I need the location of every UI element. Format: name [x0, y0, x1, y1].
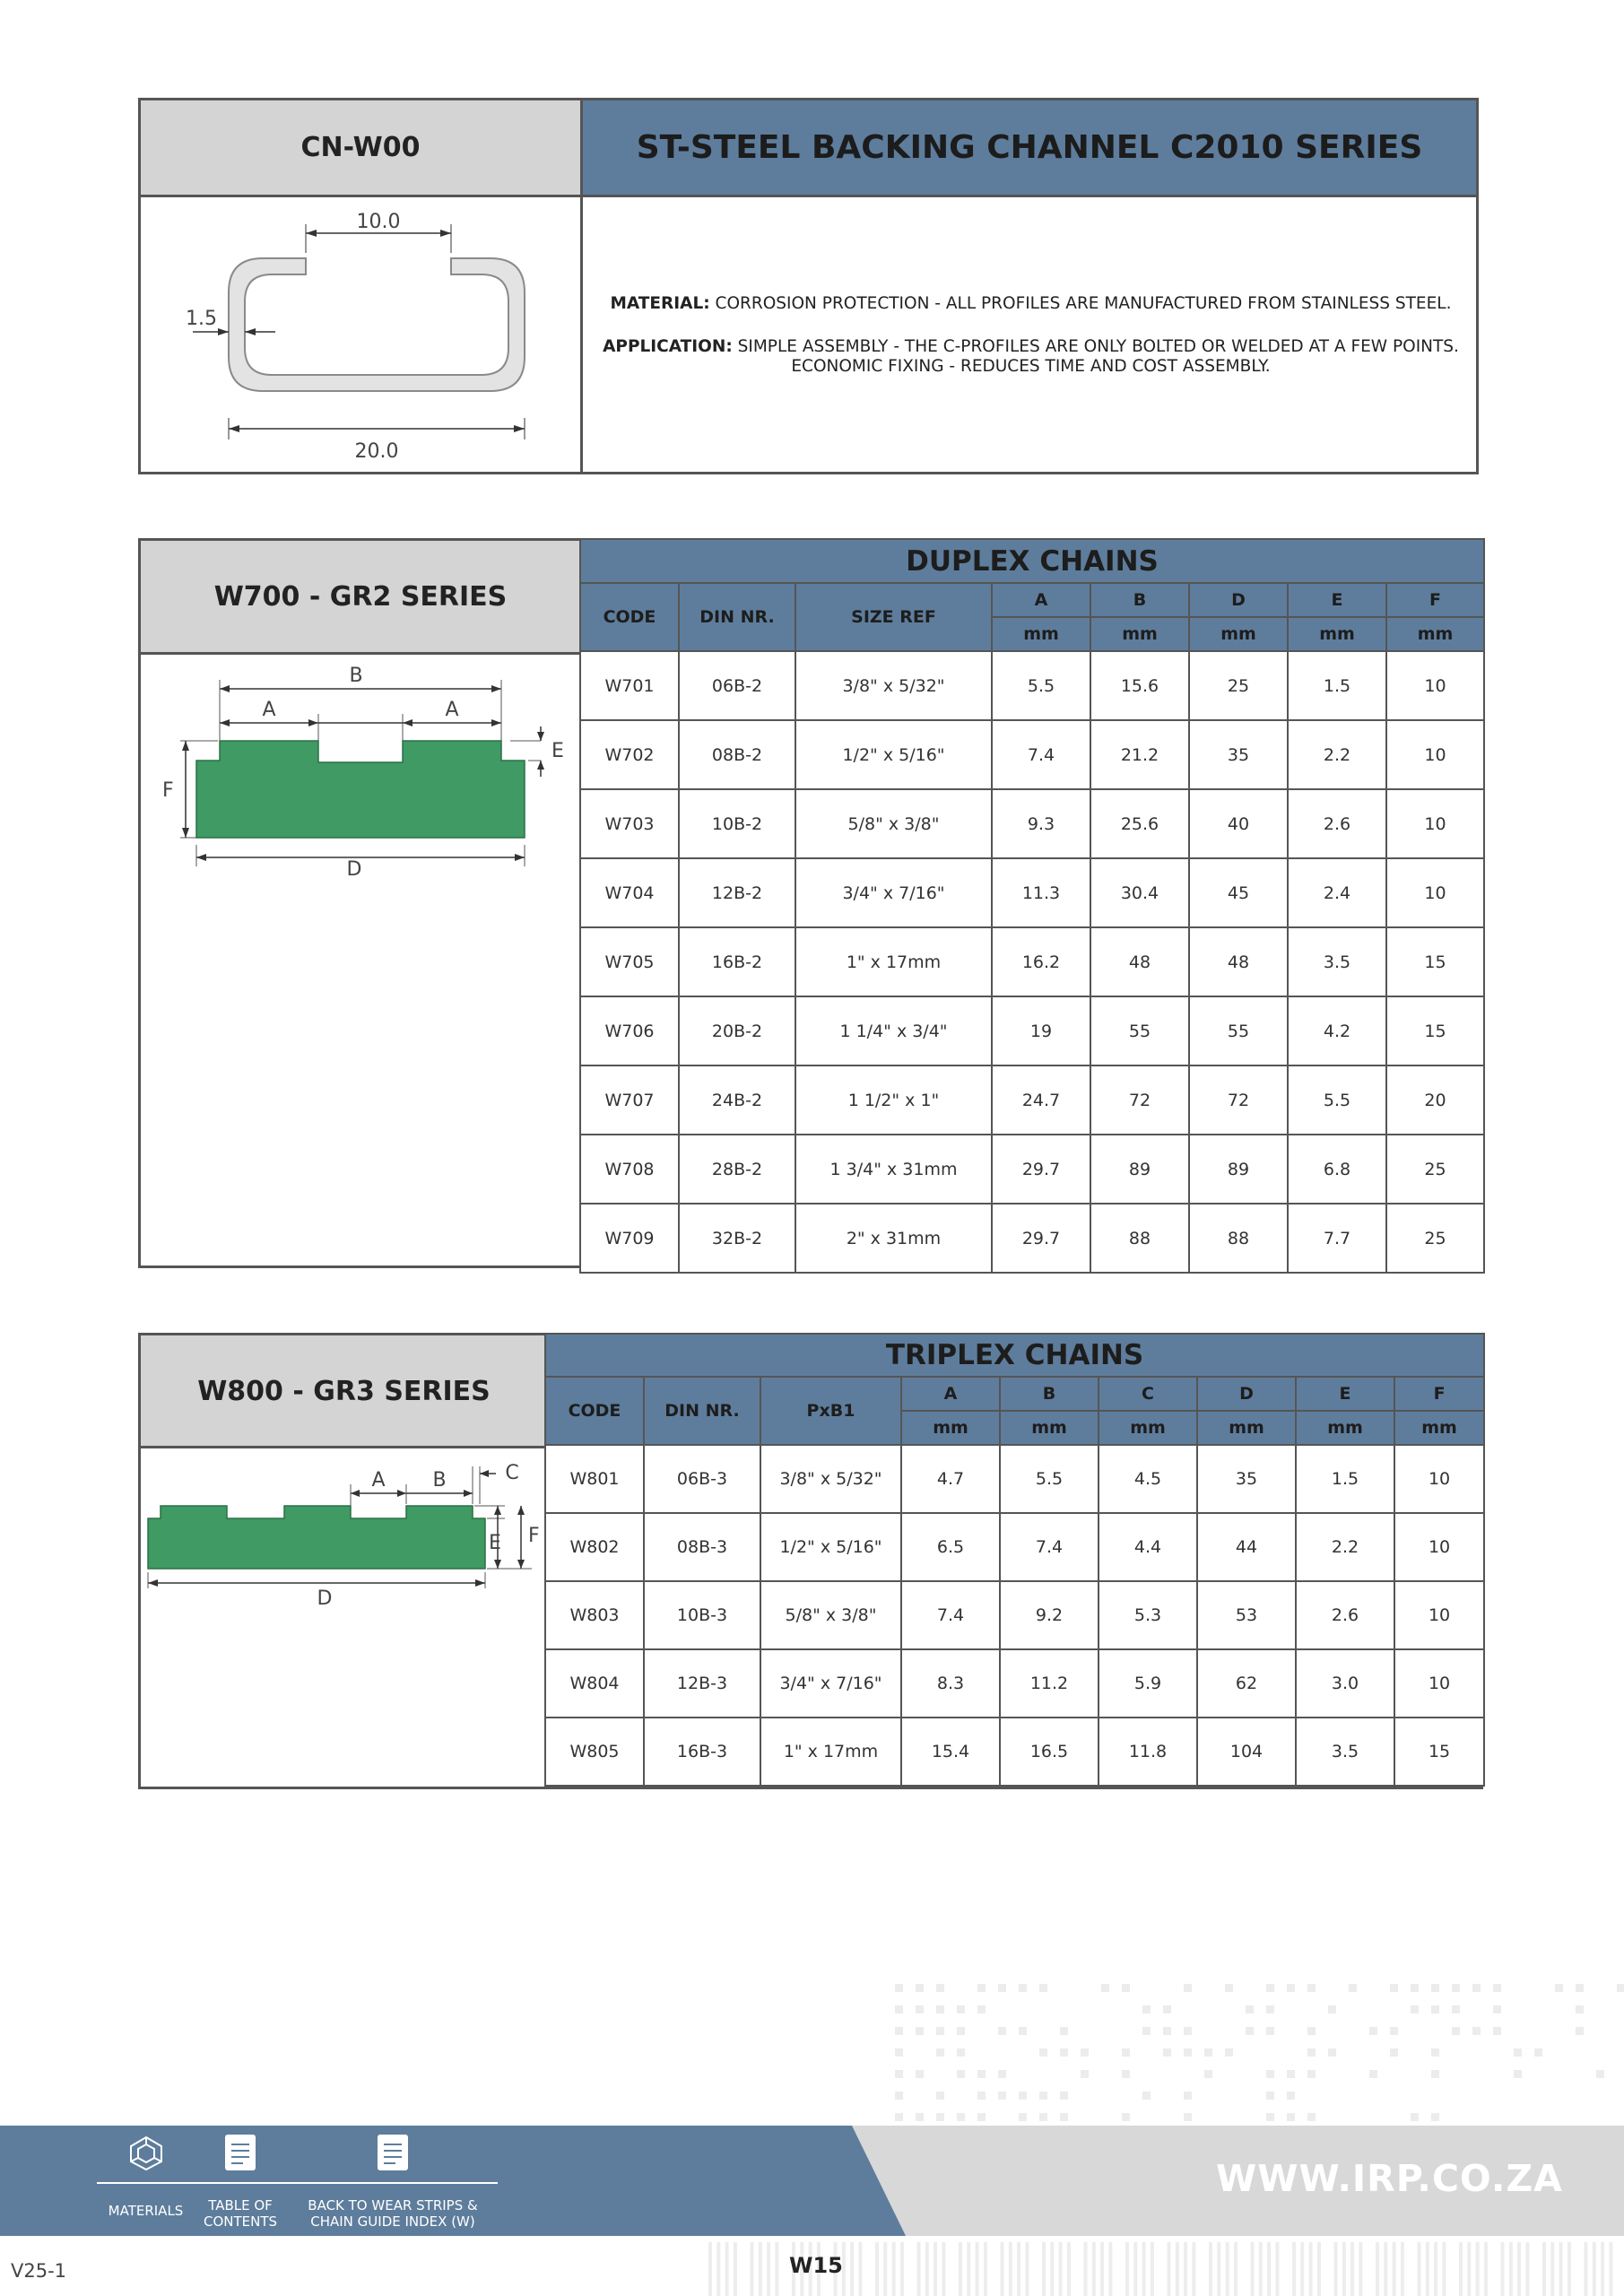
table-cell: 2.4 — [1288, 858, 1386, 927]
col-d: D — [1189, 583, 1288, 617]
unit-d: mm — [1189, 617, 1288, 651]
table-cell: 5.9 — [1099, 1649, 1197, 1718]
table-cell: 53 — [1197, 1581, 1296, 1649]
duplex-chains-table — [579, 538, 1485, 1274]
table-cell: 11.2 — [1000, 1649, 1099, 1718]
table-row — [580, 858, 1484, 927]
table-cell: 5.3 — [1099, 1581, 1197, 1649]
table-cell: 06B-3 — [644, 1445, 760, 1513]
table-cell: 72 — [1189, 1065, 1288, 1135]
section-code-text: CN-W00 — [300, 132, 421, 163]
col-pxb1: PxB1 — [760, 1377, 901, 1445]
col-f: F — [1394, 1377, 1484, 1411]
label-d: D — [346, 858, 362, 881]
material-text: CORROSION PROTECTION - ALL PROFILES ARE MANUFACTURED FROM STAINLESS STEEL. — [709, 294, 1452, 313]
table-cell: 10 — [1394, 1581, 1484, 1649]
table-cell: 4.2 — [1288, 996, 1386, 1065]
table-cell: 7.4 — [992, 720, 1090, 789]
table-cell: 32B-2 — [679, 1204, 795, 1273]
col-din: DIN NR. — [644, 1377, 760, 1445]
table-cell: 3/4" x 7/16" — [760, 1649, 901, 1718]
table-cell: 9.2 — [1000, 1581, 1099, 1649]
table-cell: 1/2" x 5/16" — [795, 720, 992, 789]
column-divider — [580, 100, 583, 472]
table-cell: 6.5 — [901, 1513, 1000, 1581]
table-row — [580, 720, 1484, 789]
duplex-profile-shape — [196, 741, 525, 838]
table-cell: 88 — [1189, 1204, 1288, 1273]
table-cell: 12B-2 — [679, 858, 795, 927]
table-cell: 1/2" x 5/16" — [760, 1513, 901, 1581]
dim-bottom-label: 20.0 — [354, 440, 399, 463]
col-b: B — [1000, 1377, 1099, 1411]
triplex-chains-table — [544, 1333, 1485, 1787]
unit-b: mm — [1000, 1411, 1099, 1445]
decorative-bar-pattern — [708, 2242, 1624, 2296]
table-cell: 9.3 — [992, 789, 1090, 858]
unit-b: mm — [1090, 617, 1189, 651]
table-cell: W703 — [580, 789, 679, 858]
table-cell: 16.5 — [1000, 1718, 1099, 1786]
duplex-profile-diagram — [141, 655, 580, 888]
table-cell: 15 — [1386, 996, 1484, 1065]
table-cell: 10B-3 — [644, 1581, 760, 1649]
table-title: DUPLEX CHAINS — [580, 539, 1484, 583]
table-cell: 16B-3 — [644, 1718, 760, 1786]
table-cell: 2.2 — [1296, 1513, 1394, 1581]
table-cell: 25.6 — [1090, 789, 1189, 858]
col-c: C — [1099, 1377, 1197, 1411]
col-code: CODE — [580, 583, 679, 651]
table-cell: 1 3/4" x 31mm — [795, 1135, 992, 1204]
table-cell: 24B-2 — [679, 1065, 795, 1135]
page-number: W15 — [789, 2253, 843, 2278]
col-code: CODE — [545, 1377, 644, 1445]
table-cell: W803 — [545, 1581, 644, 1649]
table-cell: 7.7 — [1288, 1204, 1386, 1273]
label-e: E — [551, 740, 564, 762]
table-cell: 10 — [1394, 1649, 1484, 1718]
nav-label-table-of-contents: TABLE OF CONTENTS — [203, 2197, 278, 2230]
table-row — [545, 1445, 1484, 1513]
table-cell: 25 — [1386, 1135, 1484, 1204]
table-cell: W709 — [580, 1204, 679, 1273]
table-cell: 2.6 — [1296, 1581, 1394, 1649]
table-cell: 11.3 — [992, 858, 1090, 927]
table-cell: W805 — [545, 1718, 644, 1786]
table-cell: 3.0 — [1296, 1649, 1394, 1718]
table-cell: 55 — [1090, 996, 1189, 1065]
table-cell: 48 — [1189, 927, 1288, 996]
label-c: C — [505, 1462, 519, 1484]
table-row — [545, 1649, 1484, 1718]
table-row — [580, 1065, 1484, 1135]
table-cell: W705 — [580, 927, 679, 996]
table-cell: 48 — [1090, 927, 1189, 996]
unit-f: mm — [1386, 617, 1484, 651]
col-a: A — [992, 583, 1090, 617]
table-cell: 8.3 — [901, 1649, 1000, 1718]
triplex-profile-diagram — [141, 1448, 547, 1610]
unit-e: mm — [1288, 617, 1386, 651]
unit-d: mm — [1197, 1411, 1296, 1445]
table-cell: 2" x 31mm — [795, 1204, 992, 1273]
table-cell: 40 — [1189, 789, 1288, 858]
table-cell: 2.2 — [1288, 720, 1386, 789]
table-cell: 7.4 — [1000, 1513, 1099, 1581]
footer-nav-rule — [97, 2182, 498, 2184]
col-e: E — [1288, 583, 1386, 617]
table-cell: 1.5 — [1288, 651, 1386, 720]
table-cell: 08B-2 — [679, 720, 795, 789]
table-cell: 1 1/4" x 3/4" — [795, 996, 992, 1065]
table-cell: 62 — [1197, 1649, 1296, 1718]
table-row — [580, 1204, 1484, 1273]
table-cell: 19 — [992, 996, 1090, 1065]
table-cell: 20B-2 — [679, 996, 795, 1065]
col-b: B — [1090, 583, 1189, 617]
table-cell: 4.5 — [1099, 1445, 1197, 1513]
table-cell: W702 — [580, 720, 679, 789]
footer-nav-materials[interactable] — [99, 2129, 193, 2228]
series-title-triplex — [141, 1335, 547, 1447]
table-cell: W802 — [545, 1513, 644, 1581]
table-row — [580, 1135, 1484, 1204]
col-size-ref: SIZE REF — [795, 583, 992, 651]
material-description — [594, 294, 1468, 314]
table-cell: W706 — [580, 996, 679, 1065]
unit-a: mm — [992, 617, 1090, 651]
backing-channel-panel — [138, 98, 1479, 474]
table-cell: 88 — [1090, 1204, 1189, 1273]
table-cell: 21.2 — [1090, 720, 1189, 789]
application-description — [594, 337, 1468, 377]
table-cell: 35 — [1189, 720, 1288, 789]
table-cell: 25 — [1386, 1204, 1484, 1273]
table-cell: 15 — [1394, 1718, 1484, 1786]
col-d: D — [1197, 1377, 1296, 1411]
table-title-triplex: TRIPLEX CHAINS — [545, 1334, 1484, 1377]
table-cell: 4.4 — [1099, 1513, 1197, 1581]
application-label: APPLICATION: — [603, 337, 733, 356]
table-cell: 10 — [1386, 858, 1484, 927]
unit-c: mm — [1099, 1411, 1197, 1445]
col-a: A — [901, 1377, 1000, 1411]
table-cell: 3/4" x 7/16" — [795, 858, 992, 927]
table-cell: W804 — [545, 1649, 644, 1718]
table-cell: 10 — [1394, 1445, 1484, 1513]
table-cell: 7.4 — [901, 1581, 1000, 1649]
table-cell: 35 — [1197, 1445, 1296, 1513]
version-label: V25-1 — [11, 2260, 67, 2282]
table-cell: W701 — [580, 651, 679, 720]
table-cell: 1" x 17mm — [795, 927, 992, 996]
table-cell: 20 — [1386, 1065, 1484, 1135]
section-title — [583, 100, 1476, 195]
table-cell: 28B-2 — [679, 1135, 795, 1204]
col-f: F — [1386, 583, 1484, 617]
table-cell: W707 — [580, 1065, 679, 1135]
table-row — [580, 996, 1484, 1065]
table-cell: 08B-3 — [644, 1513, 760, 1581]
label-f: F — [528, 1525, 540, 1547]
table-row — [545, 1513, 1484, 1581]
label-e: E — [489, 1532, 501, 1554]
table-cell: 72 — [1090, 1065, 1189, 1135]
label-a-right: A — [445, 699, 459, 721]
table-cell: W708 — [580, 1135, 679, 1204]
dim-left-label: 1.5 — [186, 308, 217, 330]
table-cell: W801 — [545, 1445, 644, 1513]
series-title-triplex-text: W800 - GR3 SERIES — [197, 1375, 491, 1407]
nav-label-materials: MATERIALS — [108, 2203, 184, 2219]
table-cell: 10 — [1386, 651, 1484, 720]
footer-nav-table-of-contents[interactable] — [195, 2129, 285, 2228]
unit-f: mm — [1394, 1411, 1484, 1445]
table-cell: 16.2 — [992, 927, 1090, 996]
table-cell: 29.7 — [992, 1135, 1090, 1204]
decorative-dot-pattern — [888, 1973, 1624, 2126]
table-cell: 3.5 — [1288, 927, 1386, 996]
table-cell: 12B-3 — [644, 1649, 760, 1718]
application-text: SIMPLE ASSEMBLY - THE C-PROFILES ARE ONLY BOLTED OR WELDED AT A FEW POINTS. ECONOMIC FIXING - REDUCES TIME AND COST ASSEMBLY. — [732, 337, 1459, 376]
table-cell: 15.4 — [901, 1718, 1000, 1786]
section-title-text: ST-STEEL BACKING CHANNEL C2010 SERIES — [636, 129, 1423, 166]
unit-e: mm — [1296, 1411, 1394, 1445]
table-row — [545, 1581, 1484, 1649]
table-cell: 45 — [1189, 858, 1288, 927]
unit-a: mm — [901, 1411, 1000, 1445]
label-b: B — [349, 665, 363, 687]
table-cell: 6.8 — [1288, 1135, 1386, 1204]
col-e: E — [1296, 1377, 1394, 1411]
table-cell: 11.8 — [1099, 1718, 1197, 1786]
table-cell: 30.4 — [1090, 858, 1189, 927]
table-cell: 2.6 — [1288, 789, 1386, 858]
table-row — [580, 789, 1484, 858]
label-a: A — [371, 1469, 386, 1492]
table-cell: 5.5 — [1288, 1065, 1386, 1135]
table-cell: 10 — [1394, 1513, 1484, 1581]
table-cell: 89 — [1090, 1135, 1189, 1204]
table-cell: 89 — [1189, 1135, 1288, 1204]
col-din: DIN NR. — [679, 583, 795, 651]
table-cell: 3/8" x 5/32" — [795, 651, 992, 720]
table-cell: 10B-2 — [679, 789, 795, 858]
table-cell: 55 — [1189, 996, 1288, 1065]
series-title-text: W700 - GR2 SERIES — [213, 581, 508, 613]
table-cell: 15 — [1386, 927, 1484, 996]
table-cell: 29.7 — [992, 1204, 1090, 1273]
table-row — [580, 651, 1484, 720]
table-cell: 1 1/2" x 1" — [795, 1065, 992, 1135]
table-cell: 3.5 — [1296, 1718, 1394, 1786]
label-b: B — [432, 1469, 447, 1492]
series-title — [141, 541, 580, 653]
website-link[interactable]: WWW.IRP.CO.ZA — [1216, 2157, 1563, 2200]
table-cell: 44 — [1197, 1513, 1296, 1581]
table-cell: 5.5 — [992, 651, 1090, 720]
nav-label-back-to-index: BACK TO WEAR STRIPS & CHAIN GUIDE INDEX (W) — [308, 2197, 478, 2230]
table-cell: 3/8" x 5/32" — [760, 1445, 901, 1513]
label-f: F — [162, 779, 174, 802]
c-channel-diagram — [141, 197, 580, 472]
triplex-profile-shape — [148, 1506, 485, 1569]
footer-nav-back-to-index[interactable] — [303, 2129, 482, 2228]
table-cell: 24.7 — [992, 1065, 1090, 1135]
table-cell: 4.7 — [901, 1445, 1000, 1513]
table-row — [580, 927, 1484, 996]
table-cell: 104 — [1197, 1718, 1296, 1786]
table-cell: 1" x 17mm — [760, 1718, 901, 1786]
document-icon — [376, 2133, 410, 2172]
section-code — [141, 100, 580, 195]
table-cell: 5.5 — [1000, 1445, 1099, 1513]
table-cell: 25 — [1189, 651, 1288, 720]
document-icon — [223, 2133, 257, 2172]
table-cell: 06B-2 — [679, 651, 795, 720]
table-cell: 1.5 — [1296, 1445, 1394, 1513]
table-cell: 10 — [1386, 720, 1484, 789]
material-label: MATERIAL: — [610, 294, 710, 313]
materials-icon — [127, 2135, 165, 2172]
dim-top-label: 10.0 — [356, 211, 401, 233]
table-cell: 5/8" x 3/8" — [760, 1581, 901, 1649]
table-cell: 16B-2 — [679, 927, 795, 996]
label-d: D — [317, 1587, 333, 1610]
table-cell: 15.6 — [1090, 651, 1189, 720]
table-cell: 5/8" x 3/8" — [795, 789, 992, 858]
label-a-left: A — [262, 699, 276, 721]
table-cell: 10 — [1386, 789, 1484, 858]
table-row — [545, 1718, 1484, 1786]
table-cell: W704 — [580, 858, 679, 927]
